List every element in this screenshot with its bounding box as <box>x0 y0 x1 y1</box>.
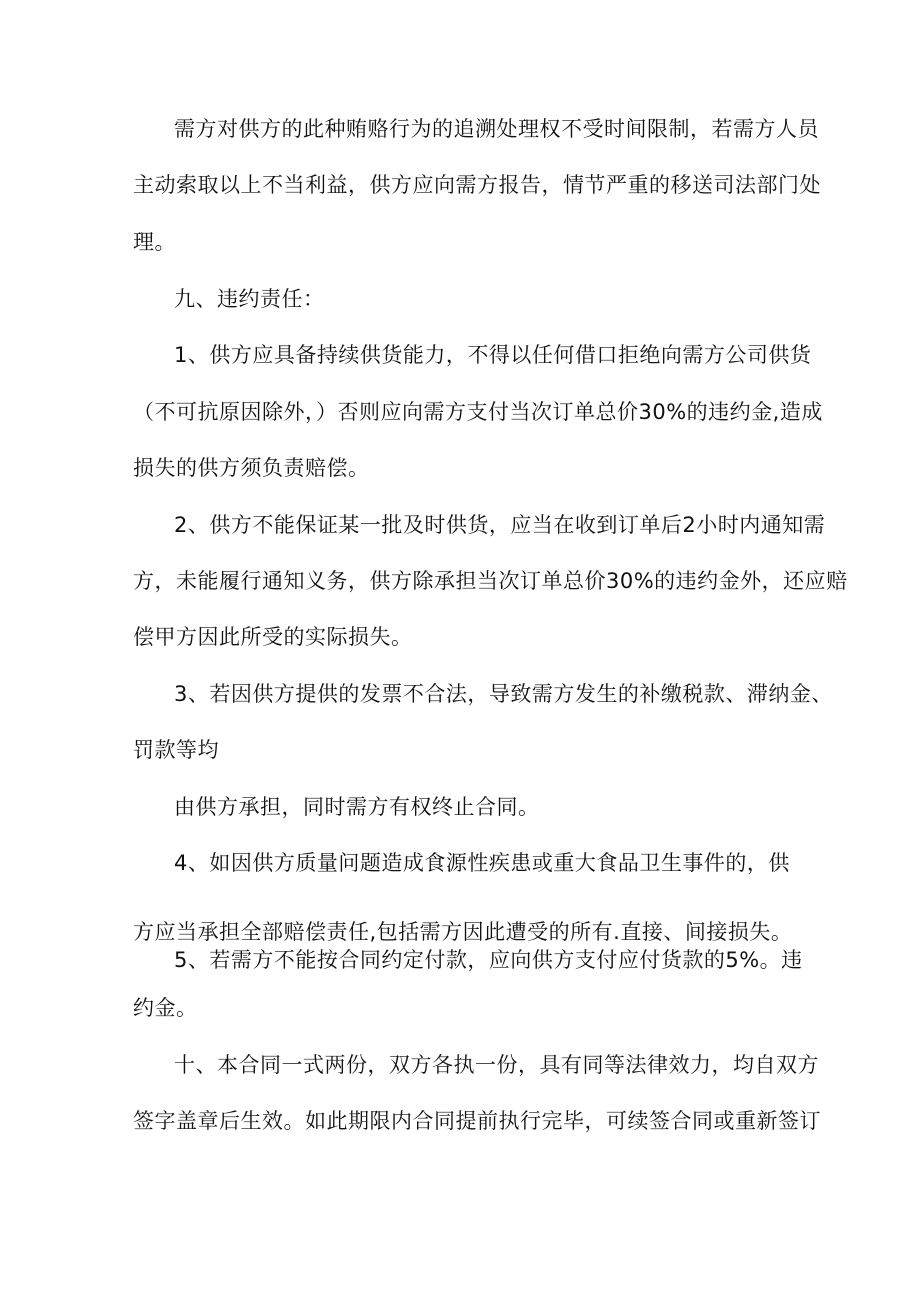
paragraph-line: 损失的供方须负责赔偿。 <box>133 456 370 480</box>
paragraph-line: 方应当承担全部赔偿责任,包括需方因此遭受的所有.直接、间接损失。 <box>133 920 793 944</box>
paragraph-line: 罚款等均 <box>133 738 219 762</box>
paragraph-line: 3、若因供方提供的发票不合法，导致需方发生的补缴税款、滞纳金、 <box>174 682 833 706</box>
paragraph-line: 签字盖章后生效。如此期限内合同提前执行完毕，可续签合同或重新签订 <box>133 1109 821 1133</box>
paragraph-line: 1、供方应具备持续供货能力，不得以任何借口拒绝向需方公司供货 <box>174 343 812 367</box>
paragraph-line: 理。 <box>133 230 176 254</box>
paragraph-line: 由供方承担，同时需方有权终止合同。 <box>174 795 540 819</box>
paragraph-line: 偿甲方因此所受的实际损失。 <box>133 625 413 649</box>
section-heading: 九、违约责任： <box>174 287 325 311</box>
paragraph-line: （不可抗原因除外，）否则应向需方支付当次订单总价30%的违约金,造成 <box>133 400 823 424</box>
paragraph-line: 方，未能履行通知义务，供方除承担当次订单总价30%的违约金外，还应赔 <box>133 569 848 593</box>
paragraph-line: 需方对供方的此种贿赂行为的追溯处理权不受时间限制，若需方人员 <box>174 117 819 141</box>
paragraph-line: 十、本合同一式两份，双方各执一份，具有同等法律效力，均自双方 <box>174 1053 819 1077</box>
paragraph-line: 约金。 <box>133 996 198 1020</box>
paragraph-line: 2、供方不能保证某一批及时供货，应当在收到订单后2小时内通知需 <box>174 513 826 537</box>
paragraph-line: 5、若需方不能按合同约定付款，应向供方支付应付货款的5%。违 <box>174 948 803 972</box>
paragraph-line: 主动索取以上不当利益，供方应向需方报告，情节严重的移送司法部门处 <box>133 173 821 197</box>
paragraph-line: 4、如因供方质量问题造成食源性疾患或重大食品卫生事件的，供 <box>174 851 790 875</box>
